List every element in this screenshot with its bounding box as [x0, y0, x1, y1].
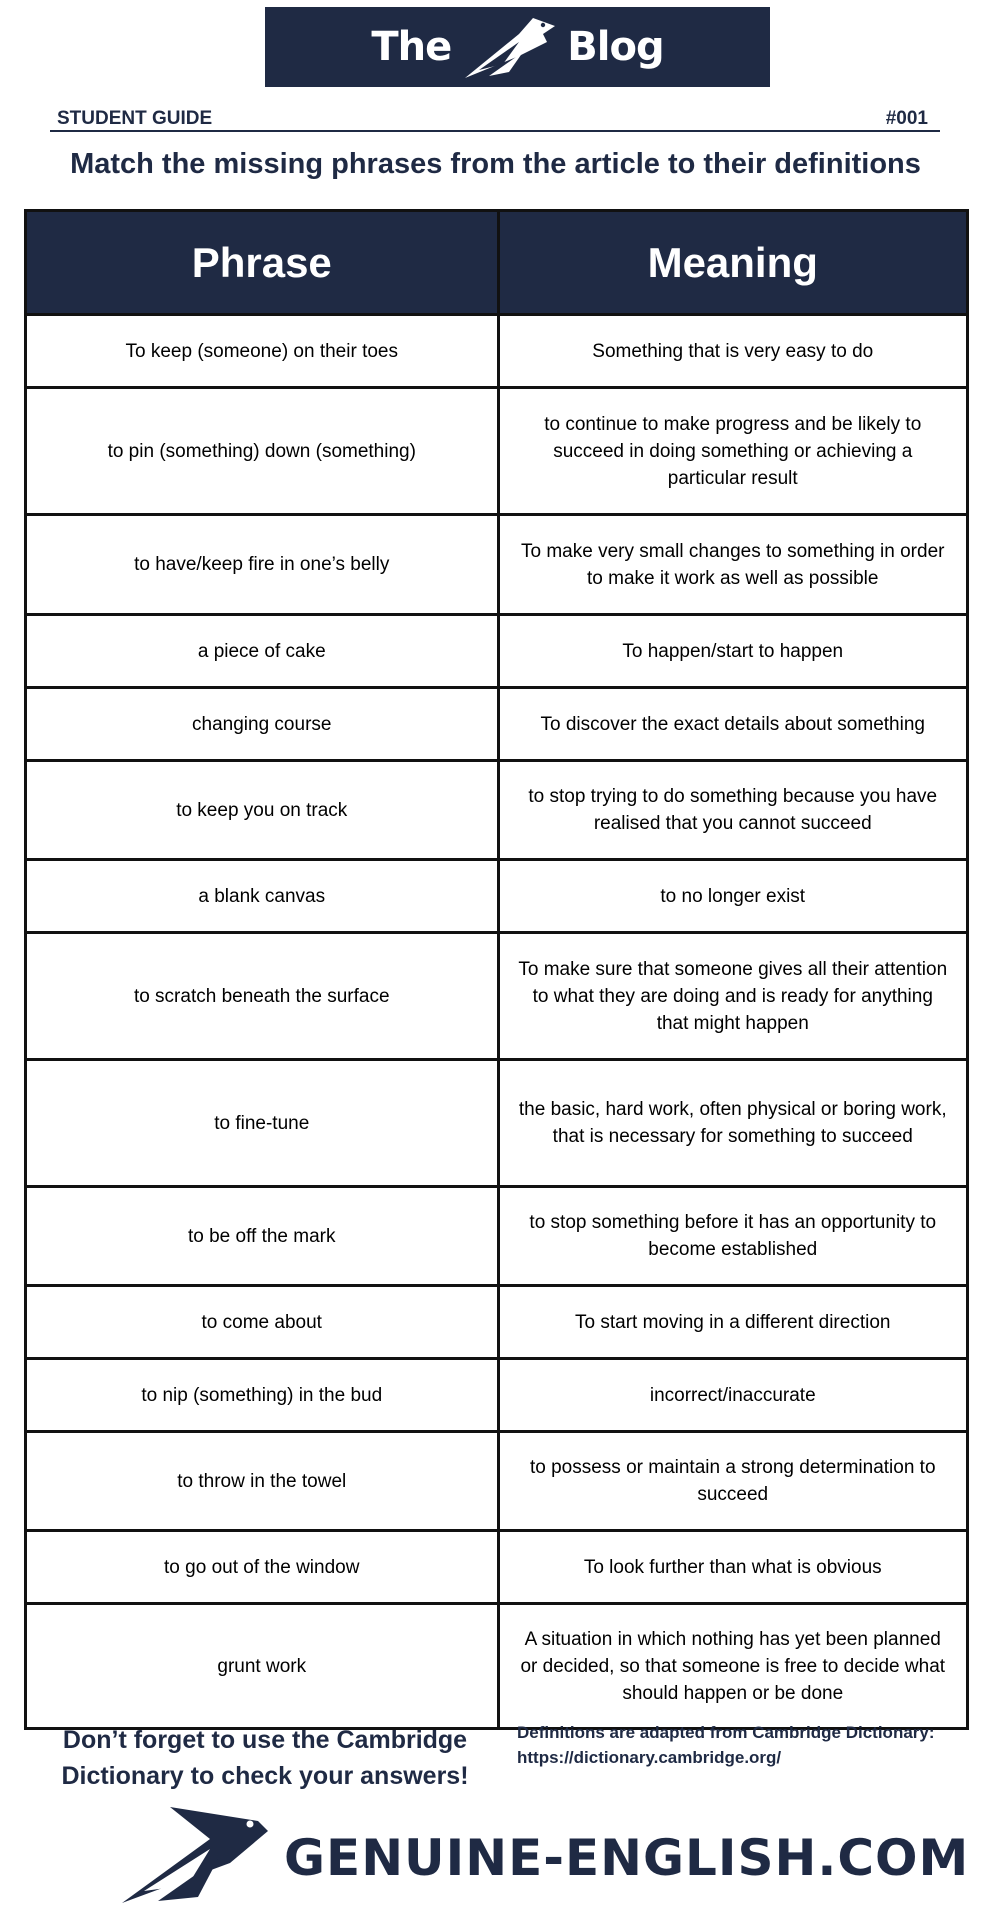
phrase-cell: to keep you on track — [176, 799, 348, 821]
guide-bar — [50, 104, 940, 132]
meaning-cell: To make very small changes to something in order to make it work as well as possible — [497, 516, 967, 613]
phrase-cell: to go out of the window — [164, 1556, 360, 1578]
table-row — [27, 513, 966, 613]
source-url-link[interactable]: https://dictionary.cambridge.org/ — [517, 1748, 782, 1767]
phrase-cell: to scratch beneath the surface — [133, 985, 390, 1007]
guide-number: #001 — [885, 108, 928, 129]
meaning-cell: to possess or maintain a strong determination to succeed — [497, 1433, 967, 1529]
phrase-cell: a piece of cake — [197, 640, 326, 662]
phrase-table — [24, 209, 969, 1730]
phrase-cell: to come about — [201, 1311, 322, 1333]
phrase-cell: to have/keep fire in one’s belly — [134, 554, 390, 575]
source-note — [517, 1720, 957, 1770]
meaning-cell: incorrect/inaccurate — [497, 1360, 967, 1430]
header-banner — [265, 7, 770, 87]
table-row — [27, 313, 966, 386]
phrase-cell: To keep (someone) on their toes — [125, 340, 398, 362]
meaning-cell: to continue to make progress and be likely to succeed in doing something or achieving a particular result — [497, 389, 967, 513]
phrase-cell: to pin (something) down (something) — [107, 440, 416, 462]
source-line: Definitions are adapted from Cambridge Dictionary: — [517, 1723, 935, 1742]
meaning-cell: To discover the exact details about something — [497, 689, 967, 759]
meaning-cell: To happen/start to happen — [497, 616, 967, 686]
table-row — [27, 1602, 966, 1727]
phrase-cell: to be off the mark — [187, 1225, 336, 1247]
table-row — [27, 386, 966, 513]
meaning-cell: to stop something before it has an opportunity to become established — [497, 1188, 967, 1284]
meaning-cell: A situation in which nothing has yet been planned or decided, so that someone is free to decide what should happen or be done — [497, 1605, 967, 1727]
table-row — [27, 1430, 966, 1529]
paper-plane-bird-icon — [459, 12, 559, 82]
meaning-cell: to stop trying to do something because you have realised that you cannot succeed — [497, 762, 967, 858]
table-row — [27, 1058, 966, 1185]
dictionary-reminder: Don’t forget to use the Cambridge Dictionary to check your answers! — [61, 1726, 469, 1790]
table-row — [27, 1357, 966, 1430]
meaning-cell: To look further than what is obvious — [497, 1532, 967, 1602]
phrase-cell: to throw in the towel — [177, 1470, 347, 1492]
table-header-row — [27, 212, 966, 313]
meaning-cell: the basic, hard work, often physical or boring work, that is necessary for something to succeed — [497, 1061, 967, 1185]
table-row — [27, 613, 966, 686]
phrase-cell: to nip (something) in the bud — [141, 1384, 383, 1406]
table-row — [27, 686, 966, 759]
header-meaning: Meaning — [497, 212, 967, 313]
table-row — [27, 1185, 966, 1284]
phrase-cell: changing course — [192, 713, 332, 735]
phrase-cell: grunt work — [217, 1655, 307, 1677]
banner-title-right: Blog — [567, 24, 664, 70]
meaning-cell: To make sure that someone gives all their attention to what they are doing and is ready for anything that might happen — [497, 934, 967, 1058]
site-name: GENUINE-ENGLISH.COM — [284, 1829, 970, 1887]
table-row — [27, 1284, 966, 1357]
table-row — [27, 858, 966, 931]
phrase-cell: to fine-tune — [214, 1112, 310, 1134]
meaning-cell: Something that is very easy to do — [497, 316, 967, 386]
banner-title-left: The — [371, 24, 452, 70]
meaning-cell: To start moving in a different direction — [497, 1287, 967, 1357]
guide-label: STUDENT GUIDE — [57, 108, 213, 129]
header-phrase: Phrase — [191, 239, 332, 286]
table-row — [27, 759, 966, 858]
page-title: Match the missing phrases from the article to their definitions — [70, 148, 921, 180]
phrase-cell: a blank canvas — [198, 885, 326, 907]
brand-logo[interactable] — [118, 1803, 970, 1908]
meaning-cell: to no longer exist — [497, 861, 967, 931]
table-row — [27, 1529, 966, 1602]
table-row — [27, 931, 966, 1058]
